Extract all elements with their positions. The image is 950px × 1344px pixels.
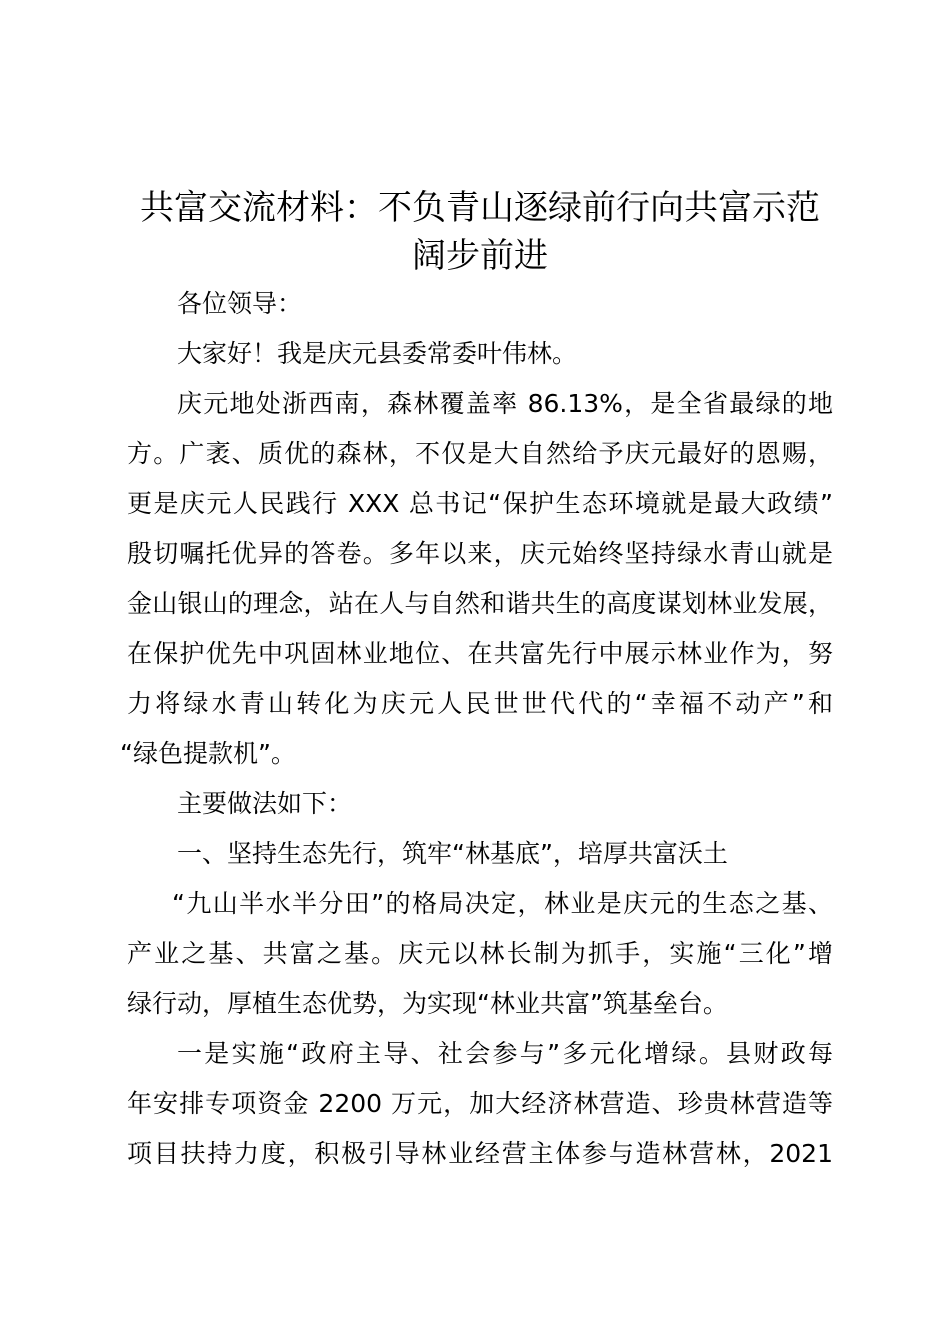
paragraph-line: “绿色提款机”。 — [120, 739, 296, 768]
section-heading: 一、坚持生态先行，筑牢“林基底”，培厚共富沃土 — [177, 839, 728, 868]
paragraph-line: 项目扶持力度，积极引导林业经营主体参与造林营林，2021 — [127, 1139, 833, 1168]
paragraph-line: 力将绿水青山转化为庆元人民世世代代的“幸福不动产”和 — [127, 689, 833, 718]
paragraph-line: 产业之基、共富之基。庆元以林长制为抓手，实施“三化”增 — [127, 939, 833, 968]
paragraph-line: 更是庆元人民践行 XXX 总书记“保护生态环境就是最大政绩” — [127, 489, 833, 518]
salutation: 各位领导： — [177, 289, 303, 318]
greeting: 大家好！我是庆元县委常委叶伟林。 — [177, 339, 578, 368]
paragraph-line: 金山银山的理念，站在人与自然和谐共生的高度谋划林业发展， — [127, 589, 833, 618]
main-practices-label: 主要做法如下： — [177, 789, 353, 818]
paragraph-line: 方。广袤、质优的森林，不仅是大自然给予庆元最好的恩赐， — [127, 439, 833, 468]
paragraph-line: 年安排专项资金 2200 万元，加大经济林营造、珍贵林营造等 — [127, 1089, 833, 1118]
document-title-line-2: 阔步前进 — [412, 236, 548, 276]
document-title-line-1: 共富交流材料：不负青山逐绿前行向共富示范 — [140, 188, 820, 228]
paragraph-line: 一是实施“政府主导、社会参与”多元化增绿。县财政每 — [177, 1039, 833, 1068]
paragraph-line: 在保护优先中巩固林业地位、在共富先行中展示林业作为，努 — [127, 639, 833, 668]
paragraph-line: 庆元地处浙西南，森林覆盖率 86.13%，是全省最绿的地 — [177, 389, 833, 418]
paragraph-line: 绿行动，厚植生态优势，为实现“林业共富”筑基垒台。 — [127, 989, 728, 1018]
paragraph-line: “九山半水半分田”的格局决定，林业是庆元的生态之基、 — [172, 889, 833, 918]
paragraph-line: 殷切嘱托优异的答卷。多年以来，庆元始终坚持绿水青山就是 — [127, 539, 833, 568]
